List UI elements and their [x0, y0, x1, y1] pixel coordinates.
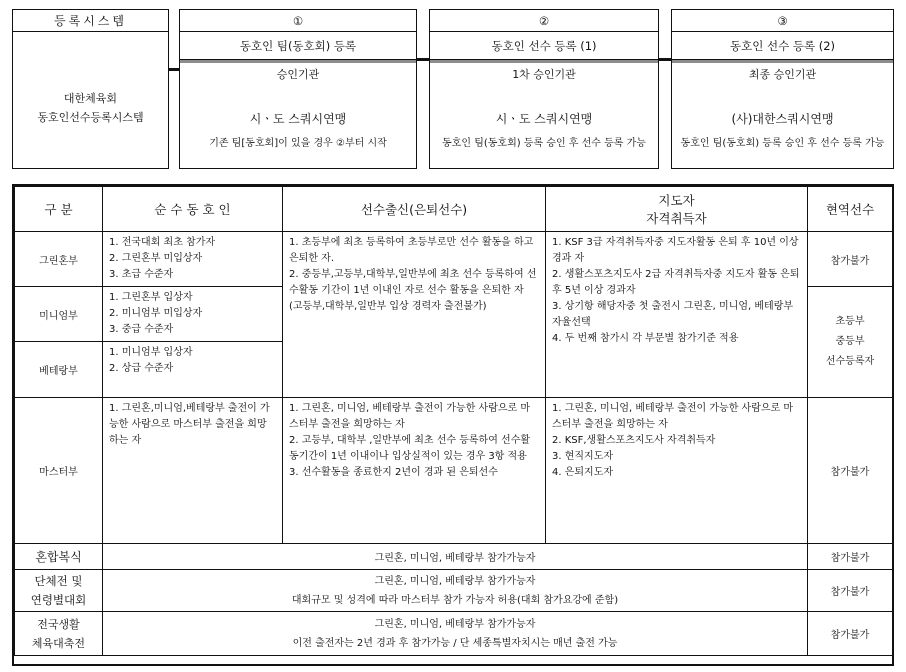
registration-system-box: [12, 9, 169, 169]
national-criteria: 그린혼, 미니엄, 베테랑부 참가가능자 이전 출전자는 2년 경과 후 참가가능 / 단 세종특별자치시는 매년 출전 가능: [103, 612, 808, 656]
step-3-agency: 최종 승인기관: [748, 68, 817, 81]
step-2-title: 동호인 선수 등록 (1): [430, 32, 658, 60]
divider: [180, 60, 416, 63]
table-header-row: [15, 187, 893, 232]
step-3-number: ③: [672, 10, 893, 32]
row-label-master: 마스터부: [15, 398, 103, 544]
step-2-desc: 동호인 팀(동호회) 등록 승인 후 선수 등록 가능: [442, 138, 646, 149]
connector-arrow: [169, 68, 179, 71]
table-row: [15, 544, 893, 570]
team-active-status: 참가불가: [808, 570, 893, 612]
upper-active-status: 초등부 중등부 선수등록자: [808, 287, 893, 398]
master-pure-criteria: 1. 그린혼,미니엄,베테랑부 출전이 가능한 사람으로 마스터부 출전을 희망하는 자: [103, 398, 283, 544]
green-pure-criteria: 1. 전국대회 최초 참가자 2. 그린혼부 미입상자 3. 초급 수준자: [103, 232, 283, 287]
step-1-desc: 기존 팀[동호회]이 있을 경우 ②부터 시작: [209, 138, 387, 149]
upper-coach-criteria: 1. KSF 3급 자격취득자중 지도자활동 은퇴 후 10년 이상 경과 자 2. 생활스포츠지도사 2급 자격취득자중 지도자 활동 은퇴 후 5년 이상 경과자 3. 상기항 해당자중 첫 출전시 그린혼, 미니엄, 베테랑부 자율선택 4. 두 번째 참가시 각 부문별 참가기준 적용: [546, 232, 808, 398]
mixed-criteria: 그린혼, 미니엄, 베테랑부 참가가능자: [103, 544, 808, 570]
step-3-box: [671, 9, 894, 169]
table-row: [15, 232, 893, 287]
header-category: 구 분: [15, 187, 103, 232]
row-label-veteran: 베테랑부: [15, 342, 103, 398]
registration-system-title: 등록시스템: [13, 10, 168, 32]
row-label-minim: 미니엄부: [15, 287, 103, 342]
step-3-org: (사)대한스쿼시연맹: [731, 112, 834, 126]
row-label-mixed: 혼합복식: [15, 544, 103, 570]
table-row: [15, 612, 893, 656]
header-retired-player: 선수출신(은퇴선수): [283, 187, 546, 232]
table-row: [15, 398, 893, 544]
header-active-player: 현역선수: [808, 187, 893, 232]
row-label-green: 그린혼부: [15, 232, 103, 287]
connector-arrow: [417, 58, 429, 61]
row-label-national: 전국생활 체육대축전: [15, 612, 103, 656]
mixed-active-status: 참가불가: [808, 544, 893, 570]
team-criteria: 그린혼, 미니엄, 베테랑부 참가가능자 대회규모 및 성격에 따라 마스터부 참가 가능자 허용(대회 참가요강에 준함): [103, 570, 808, 612]
system-line-2: 동호인선수등록시스템: [37, 111, 144, 124]
divider: [672, 60, 893, 63]
minim-pure-criteria: 1. 그린혼부 입상자 2. 미니엄부 미입상자 3. 중급 수준자: [103, 287, 283, 342]
header-coach: 지도자 자격취득자: [546, 187, 808, 232]
veteran-pure-criteria: 1. 미니엄부 입상자 2. 상급 수준자: [103, 342, 283, 398]
step-2-org: 시ㆍ도 스쿼시연맹: [495, 112, 593, 126]
system-line-1: 대한체육회: [63, 92, 118, 105]
table-row: [15, 570, 893, 612]
step-2-number: ②: [430, 10, 658, 32]
connector-arrow: [659, 58, 671, 61]
master-retired-criteria: 1. 그린혼, 미니엄, 베테랑부 출전이 가능한 사람으로 마스터부 출전을 희망하는 자 2. 고등부, 대학부 ,일반부에 최초 선수 등록하여 선수활동기간이 1년 이내이나 입상실적이 있는 경우 3항 적용 3. 선수활동을 종료한지 2년이 경과 된 은퇴선수: [283, 398, 546, 544]
step-3-desc: 동호인 팀(동호회) 등록 승인 후 선수 등록 가능: [680, 138, 885, 149]
step-1-agency: 승인기관: [276, 68, 320, 81]
step-1-box: [179, 9, 417, 169]
national-active-status: 참가불가: [808, 612, 893, 656]
green-active-status: 참가불가: [808, 232, 893, 287]
step-3-title: 동호인 선수 등록 (2): [672, 32, 893, 60]
divider: [430, 60, 658, 63]
header-pure-amateur: 순 수 동 호 인: [103, 187, 283, 232]
upper-retired-criteria: 1. 초등부에 최초 등록하여 초등부로만 선수 활동을 하고 은퇴한 자. 2. 중등부,고등부,대학부,일반부에 최초 선수 등록하여 선수활동 기간이 1년 이내인 자로 선수 활동을 은퇴한 자 (고등부,대학부,일반부 입상 경력자 출전불가): [283, 232, 546, 398]
step-2-agency: 1차 승인기관: [512, 68, 576, 81]
eligibility-table: [14, 186, 893, 656]
step-2-box: [429, 9, 659, 169]
step-1-title: 동호인 팀(동호회) 등록: [180, 32, 416, 60]
master-active-status: 참가불가: [808, 398, 893, 544]
step-1-org: 시ㆍ도 스쿼시연맹: [249, 112, 347, 126]
master-coach-criteria: 1. 그린혼, 미니엄, 베테랑부 출전이 가능한 사람으로 마스터부 출전을 희망하는 자 2. KSF,생활스포츠지도사 자격취득자 3. 현직지도자 4. 은퇴지도자: [546, 398, 808, 544]
row-label-team: 단체전 및 연령별대회: [15, 570, 103, 612]
step-1-number: ①: [180, 10, 416, 32]
